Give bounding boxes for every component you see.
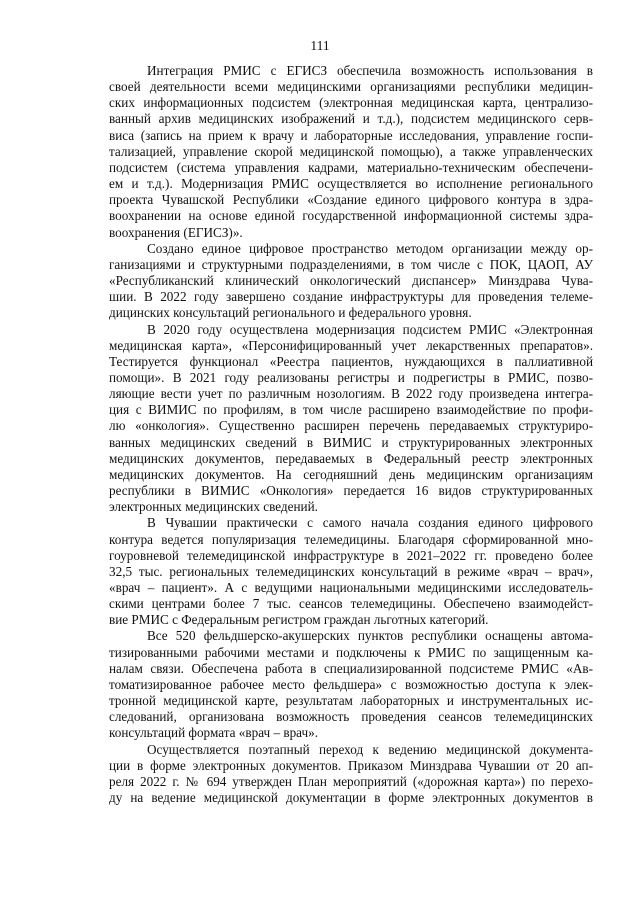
- text-line: медицинская карта», «Персонифицированный учет лекарственных препаратов».: [109, 337, 593, 353]
- text-line: В 2020 году осуществлена модернизация подсистем РМИС «Электронная: [147, 321, 593, 337]
- text-line: ских информационных подсистем (электронная медицинская карта, централизо-: [109, 95, 593, 111]
- paragraph: [109, 515, 593, 628]
- text-line: тизированными рабочими местами и подключены к РМИС по защищенным ка-: [109, 644, 593, 660]
- text-line: реля 2022 г. № 694 утвержден План мероприятий («дорожная карта») по перехо-: [109, 773, 593, 789]
- text-line: Все 520 фельдшерско-акушерских пунктов республики оснащены автома-: [147, 628, 593, 644]
- page-number: 111: [310, 38, 330, 53]
- paragraph: [109, 742, 593, 807]
- text-line: гоуровневой телемедицинской инфраструктуре в 2021–2022 гг. проведено более: [109, 547, 593, 563]
- text-line: своей деятельности всеми медицинскими организациями республики медицин-: [109, 79, 593, 95]
- text-line: ция с ВИМИС по профилям, в том числе расширено взаимодействие по профи-: [109, 402, 593, 418]
- text-line: ванных медицинских сведений в ВИМИС и структурированных электронных: [109, 434, 593, 450]
- text-line: Интеграция РМИС с ЕГИСЗ обеспечила возможность использования в: [147, 63, 593, 78]
- text-line: Создано единое цифровое пространство методом организации между ор-: [147, 240, 593, 256]
- text-line: вие РМИС с Федеральным регистром граждан льготных категорий.: [109, 612, 489, 628]
- text-line: проекта Чувашской Республики «Создание единого цифрового контура в здра-: [109, 192, 593, 208]
- text-line: «Республиканский клинический онкологический диспансер» Минздрава Чува-: [109, 273, 593, 289]
- text-line: шии. В 2022 году завершено создание инфраструктуры для проведения телеме-: [109, 289, 593, 305]
- text-line: тронной медицинской карте, результатам лабораторных и инструментальных ис-: [109, 693, 593, 709]
- text-line: ванный архив медицинских изображений и т.д.), подсистем медицинского серв-: [109, 111, 593, 127]
- paragraph: [109, 63, 593, 241]
- text-line: ляющие вести учет по различным нозологиям. В 2022 году произведена интегра-: [109, 386, 593, 402]
- paragraph: [109, 628, 593, 741]
- text-line: 32,5 тыс. региональных телемедицинских консультаций в режиме «врач – врач»,: [109, 563, 593, 579]
- text-line: ем и т.д.). Модернизация РМИС осуществляется во исполнение регионального: [109, 176, 593, 192]
- text-line: следований, организована возможность проведения сеансов телемедицинских: [109, 709, 593, 725]
- text-line: подсистем (система управления кадрами, материально-техническим обеспечени-: [109, 159, 593, 175]
- text-line: тализацией, управление скорой медицинской помощью), а также управленческих: [109, 143, 593, 159]
- text-line: воохранении на основе единой государственной информационной системы здра-: [109, 208, 593, 224]
- text-body: [109, 63, 593, 806]
- text-line: скими центрами более 7 тыс. сеансов телемедицины. Обеспечено взаимодейст-: [109, 596, 593, 612]
- text-line: налам связи. Обеспечена работа в специализированной подсистеме РМИС «Ав-: [109, 660, 593, 676]
- paragraph: [109, 241, 593, 322]
- text-line: ду на ведение медицинской документации в форме электронных документов в: [109, 790, 593, 806]
- text-line: дицинских консультаций регионального и федерального уровня.: [109, 305, 472, 321]
- text-line: ганизациями и структурными подразделениями, в том числе с ПОК, ЦАОП, АУ: [109, 256, 593, 272]
- text-line: Осуществляется поэтапный переход к ведению медицинской документа-: [147, 741, 593, 757]
- text-line: консультаций формата «врач – врач».: [109, 725, 319, 741]
- text-line: виса (запись на прием к врачу и лабораторные исследования, управление госпи-: [109, 127, 593, 143]
- text-line: республики в ВИМИС «Онкология» передается 16 видов структурированных: [109, 483, 593, 499]
- text-line: «врач – пациент». А с ведущими национальными медицинскими исследователь-: [109, 580, 593, 595]
- text-line: электронных медицинских сведений.: [109, 499, 318, 515]
- paragraph: [109, 322, 593, 516]
- text-line: воохранения (ЕГИСЗ)».: [109, 224, 243, 240]
- text-line: медицинских документов, передаваемых в Федеральный реестр электронных: [109, 450, 593, 466]
- text-line: медицинских документов. На сегодняшний день медицинским организациям: [109, 466, 593, 482]
- text-line: томатизированное рабочее место фельдшера» с возможностью доступа к элек-: [109, 676, 593, 692]
- text-line: Тестируется функционал «Реестра пациентов, нуждающихся в паллиативной: [109, 353, 593, 369]
- text-line: контура ведется популяризация телемедицины. Благодаря сформированной мно-: [109, 531, 593, 547]
- text-line: В Чувашии практически с самого начала создания единого цифрового: [147, 515, 593, 531]
- text-line: помощи». В 2021 году реализованы регистры и подрегистры в РМИС, позво-: [109, 369, 593, 385]
- text-line: лю «онкология». Существенно расширен перечень передаваемых структуриро-: [109, 418, 593, 434]
- text-line: ции в форме электронных документов. Приказом Минздрава Чувашии от 20 ап-: [109, 757, 593, 773]
